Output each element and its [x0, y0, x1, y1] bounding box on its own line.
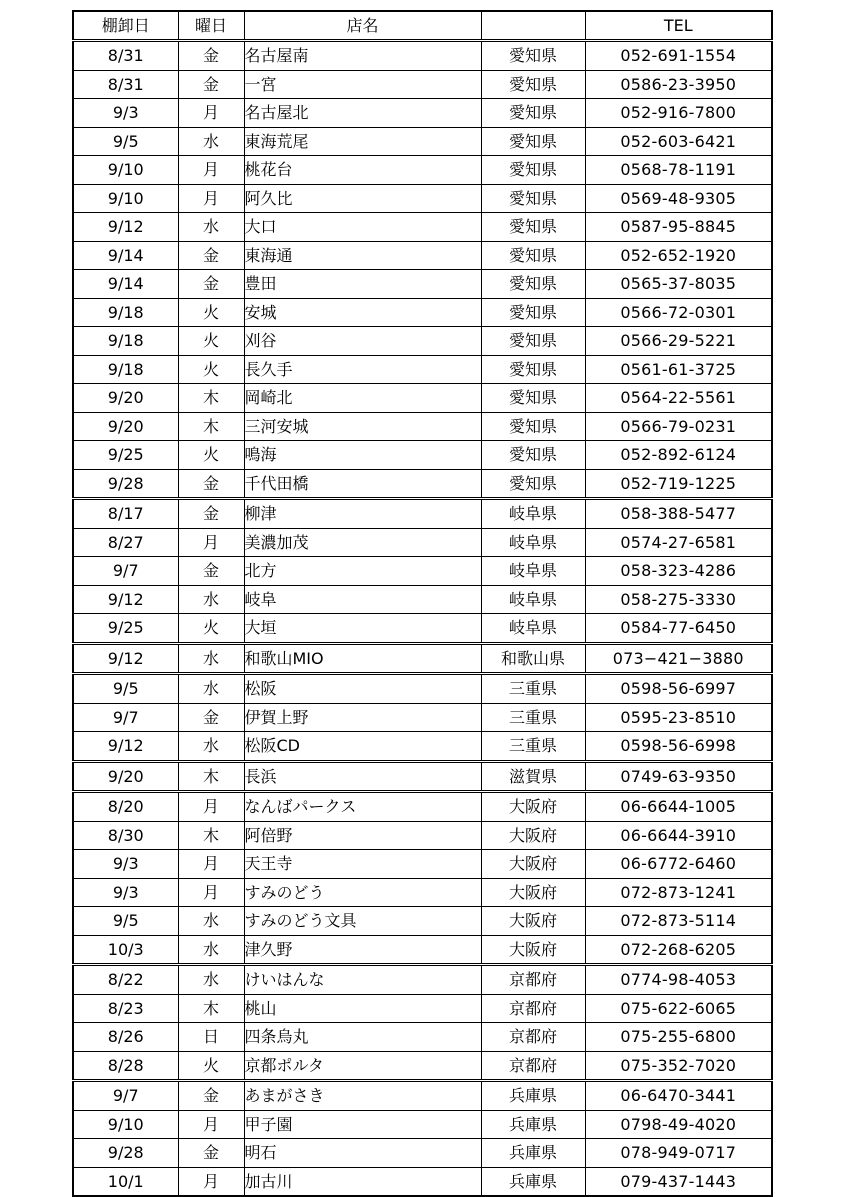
cell-date: 8/30 — [73, 821, 178, 850]
cell-tel: 073−421−3880 — [585, 643, 772, 674]
cell-date: 8/23 — [73, 994, 178, 1023]
cell-prefecture: 大阪府 — [481, 850, 585, 879]
cell-date: 9/28 — [73, 1139, 178, 1168]
cell-day: 月 — [178, 99, 244, 128]
cell-day: 金 — [178, 241, 244, 270]
cell-tel: 052-652-1920 — [585, 241, 772, 270]
table-row — [73, 70, 772, 99]
cell-prefecture: 岐阜県 — [481, 614, 585, 644]
cell-store-name: 津久野 — [244, 935, 481, 965]
cell-date: 9/12 — [73, 213, 178, 242]
cell-day: 水 — [178, 213, 244, 242]
cell-tel: 0566-72-0301 — [585, 298, 772, 327]
cell-prefecture: 京都府 — [481, 1023, 585, 1052]
cell-day: 水 — [178, 907, 244, 936]
cell-tel: 079-437-1443 — [585, 1167, 772, 1196]
table-row — [73, 732, 772, 762]
cell-prefecture: 和歌山県 — [481, 643, 585, 674]
table-row — [73, 850, 772, 879]
cell-tel: 052-719-1225 — [585, 469, 772, 499]
cell-date: 9/5 — [73, 907, 178, 936]
header-tel: TEL — [585, 11, 772, 41]
table-row — [73, 703, 772, 732]
cell-date: 9/10 — [73, 184, 178, 213]
cell-tel: 075-255-6800 — [585, 1023, 772, 1052]
table-row — [73, 821, 772, 850]
table-row — [73, 1139, 772, 1168]
cell-store-name: すみのどう — [244, 878, 481, 907]
cell-store-name: 明石 — [244, 1139, 481, 1168]
cell-tel: 0565-37-8035 — [585, 270, 772, 299]
cell-day: 木 — [178, 821, 244, 850]
cell-tel: 0584-77-6450 — [585, 614, 772, 644]
cell-date: 9/14 — [73, 270, 178, 299]
cell-prefecture: 京都府 — [481, 1051, 585, 1081]
cell-tel: 0595-23-8510 — [585, 703, 772, 732]
table-row — [73, 41, 772, 71]
table-row — [73, 994, 772, 1023]
cell-store-name: なんばパークス — [244, 792, 481, 822]
cell-day: 金 — [178, 1081, 244, 1111]
cell-tel: 052-916-7800 — [585, 99, 772, 128]
cell-prefecture: 大阪府 — [481, 878, 585, 907]
cell-day: 木 — [178, 412, 244, 441]
cell-prefecture: 愛知県 — [481, 327, 585, 356]
cell-store-name: 長久手 — [244, 355, 481, 384]
cell-tel: 0598-56-6997 — [585, 674, 772, 704]
cell-day: 木 — [178, 994, 244, 1023]
cell-prefecture: 三重県 — [481, 703, 585, 732]
cell-date: 8/22 — [73, 965, 178, 995]
cell-prefecture: 大阪府 — [481, 821, 585, 850]
cell-tel: 0586-23-3950 — [585, 70, 772, 99]
table-row — [73, 1110, 772, 1139]
cell-date: 9/12 — [73, 585, 178, 614]
cell-prefecture: 岐阜県 — [481, 557, 585, 586]
table-body — [73, 41, 772, 1197]
cell-day: 水 — [178, 127, 244, 156]
cell-tel: 052-603-6421 — [585, 127, 772, 156]
cell-date: 9/25 — [73, 614, 178, 644]
table-row — [73, 412, 772, 441]
cell-store-name: 美濃加茂 — [244, 528, 481, 557]
cell-store-name: 桃花台 — [244, 156, 481, 185]
cell-store-name: 岡崎北 — [244, 384, 481, 413]
cell-store-name: 名古屋北 — [244, 99, 481, 128]
cell-day: 水 — [178, 935, 244, 965]
cell-prefecture: 岐阜県 — [481, 528, 585, 557]
cell-date: 8/31 — [73, 41, 178, 71]
cell-date: 8/26 — [73, 1023, 178, 1052]
cell-tel: 058-323-4286 — [585, 557, 772, 586]
cell-tel: 075-352-7020 — [585, 1051, 772, 1081]
cell-tel: 0568-78-1191 — [585, 156, 772, 185]
cell-tel: 0574-27-6581 — [585, 528, 772, 557]
cell-date: 9/10 — [73, 1110, 178, 1139]
cell-tel: 06-6772-6460 — [585, 850, 772, 879]
cell-day: 金 — [178, 70, 244, 99]
cell-tel: 0566-79-0231 — [585, 412, 772, 441]
cell-day: 火 — [178, 614, 244, 644]
table-row — [73, 441, 772, 470]
table-row — [73, 643, 772, 674]
cell-store-name: 四条烏丸 — [244, 1023, 481, 1052]
cell-day: 水 — [178, 643, 244, 674]
cell-tel: 072-268-6205 — [585, 935, 772, 965]
cell-store-name: 名古屋南 — [244, 41, 481, 71]
cell-date: 9/18 — [73, 355, 178, 384]
cell-prefecture: 愛知県 — [481, 41, 585, 71]
table-row — [73, 213, 772, 242]
cell-store-name: 松阪CD — [244, 732, 481, 762]
cell-store-name: 桃山 — [244, 994, 481, 1023]
cell-store-name: 鳴海 — [244, 441, 481, 470]
cell-store-name: 一宮 — [244, 70, 481, 99]
cell-tel: 06-6470-3441 — [585, 1081, 772, 1111]
cell-day: 水 — [178, 732, 244, 762]
cell-date: 9/18 — [73, 327, 178, 356]
table-row — [73, 156, 772, 185]
cell-store-name: 豊田 — [244, 270, 481, 299]
cell-tel: 058-275-3330 — [585, 585, 772, 614]
cell-prefecture: 愛知県 — [481, 213, 585, 242]
cell-store-name: 三河安城 — [244, 412, 481, 441]
cell-tel: 052-892-6124 — [585, 441, 772, 470]
cell-tel: 0569-48-9305 — [585, 184, 772, 213]
cell-tel: 0774-98-4053 — [585, 965, 772, 995]
cell-day: 月 — [178, 850, 244, 879]
cell-date: 9/20 — [73, 761, 178, 792]
cell-date: 9/20 — [73, 384, 178, 413]
cell-store-name: 東海荒尾 — [244, 127, 481, 156]
cell-day: 月 — [178, 1167, 244, 1196]
cell-tel: 0561-61-3725 — [585, 355, 772, 384]
cell-date: 9/20 — [73, 412, 178, 441]
cell-day: 金 — [178, 703, 244, 732]
cell-store-name: 阿倍野 — [244, 821, 481, 850]
cell-date: 9/3 — [73, 878, 178, 907]
cell-date: 9/3 — [73, 850, 178, 879]
table-row — [73, 792, 772, 822]
table-row — [73, 614, 772, 644]
table-row — [73, 878, 772, 907]
cell-prefecture: 愛知県 — [481, 156, 585, 185]
cell-date: 9/12 — [73, 643, 178, 674]
cell-day: 金 — [178, 1139, 244, 1168]
cell-date: 8/27 — [73, 528, 178, 557]
cell-prefecture: 愛知県 — [481, 127, 585, 156]
cell-prefecture: 兵庫県 — [481, 1081, 585, 1111]
table-row — [73, 355, 772, 384]
cell-prefecture: 兵庫県 — [481, 1167, 585, 1196]
cell-date: 9/7 — [73, 557, 178, 586]
cell-store-name: 柳津 — [244, 499, 481, 529]
cell-prefecture: 大阪府 — [481, 935, 585, 965]
cell-prefecture: 岐阜県 — [481, 585, 585, 614]
cell-day: 火 — [178, 355, 244, 384]
cell-store-name: 刈谷 — [244, 327, 481, 356]
cell-prefecture: 大阪府 — [481, 792, 585, 822]
cell-tel: 0798-49-4020 — [585, 1110, 772, 1139]
cell-date: 8/17 — [73, 499, 178, 529]
cell-store-name: 和歌山MIO — [244, 643, 481, 674]
table-row — [73, 1081, 772, 1111]
cell-tel: 0564-22-5561 — [585, 384, 772, 413]
cell-day: 日 — [178, 1023, 244, 1052]
table-row — [73, 99, 772, 128]
cell-prefecture: 愛知県 — [481, 412, 585, 441]
cell-prefecture: 岐阜県 — [481, 499, 585, 529]
cell-prefecture: 三重県 — [481, 732, 585, 762]
cell-date: 9/12 — [73, 732, 178, 762]
table-row — [73, 241, 772, 270]
cell-prefecture: 三重県 — [481, 674, 585, 704]
table-row — [73, 935, 772, 965]
cell-store-name: 甲子園 — [244, 1110, 481, 1139]
header-date: 棚卸日 — [73, 11, 178, 41]
cell-tel: 052-691-1554 — [585, 41, 772, 71]
cell-date: 9/25 — [73, 441, 178, 470]
cell-prefecture: 大阪府 — [481, 907, 585, 936]
cell-date: 9/18 — [73, 298, 178, 327]
cell-tel: 058-388-5477 — [585, 499, 772, 529]
cell-store-name: 千代田橋 — [244, 469, 481, 499]
cell-tel: 078-949-0717 — [585, 1139, 772, 1168]
header-prefecture — [481, 11, 585, 41]
cell-prefecture: 愛知県 — [481, 298, 585, 327]
table-row — [73, 1167, 772, 1196]
table-row — [73, 384, 772, 413]
cell-day: 金 — [178, 270, 244, 299]
cell-date: 8/28 — [73, 1051, 178, 1081]
cell-prefecture: 京都府 — [481, 994, 585, 1023]
cell-day: 月 — [178, 184, 244, 213]
table-row — [73, 1023, 772, 1052]
cell-store-name: 長浜 — [244, 761, 481, 792]
cell-date: 9/3 — [73, 99, 178, 128]
table-row — [73, 127, 772, 156]
cell-store-name: 加古川 — [244, 1167, 481, 1196]
cell-store-name: すみのどう文具 — [244, 907, 481, 936]
cell-tel: 072-873-1241 — [585, 878, 772, 907]
cell-tel: 06-6644-3910 — [585, 821, 772, 850]
cell-day: 水 — [178, 965, 244, 995]
cell-day: 木 — [178, 761, 244, 792]
table-row — [73, 499, 772, 529]
cell-day: 金 — [178, 557, 244, 586]
cell-day: 水 — [178, 585, 244, 614]
cell-store-name: 大口 — [244, 213, 481, 242]
table-row — [73, 184, 772, 213]
cell-store-name: 京都ポルタ — [244, 1051, 481, 1081]
cell-tel: 075-622-6065 — [585, 994, 772, 1023]
cell-store-name: 北方 — [244, 557, 481, 586]
table-row — [73, 965, 772, 995]
cell-prefecture: 愛知県 — [481, 184, 585, 213]
table-row — [73, 907, 772, 936]
table-row — [73, 585, 772, 614]
cell-tel: 0566-29-5221 — [585, 327, 772, 356]
cell-day: 火 — [178, 441, 244, 470]
cell-day: 月 — [178, 792, 244, 822]
cell-day: 金 — [178, 499, 244, 529]
header-store: 店名 — [244, 11, 481, 41]
cell-date: 10/3 — [73, 935, 178, 965]
cell-day: 金 — [178, 469, 244, 499]
cell-date: 9/28 — [73, 469, 178, 499]
cell-date: 10/1 — [73, 1167, 178, 1196]
cell-day: 火 — [178, 298, 244, 327]
table-row — [73, 270, 772, 299]
cell-store-name: 松阪 — [244, 674, 481, 704]
table-row — [73, 528, 772, 557]
table-row — [73, 469, 772, 499]
cell-date: 9/5 — [73, 674, 178, 704]
table-row — [73, 761, 772, 792]
cell-tel: 0749-63-9350 — [585, 761, 772, 792]
cell-prefecture: 滋賀県 — [481, 761, 585, 792]
table-row — [73, 327, 772, 356]
cell-tel: 072-873-5114 — [585, 907, 772, 936]
table-row — [73, 674, 772, 704]
cell-prefecture: 愛知県 — [481, 355, 585, 384]
cell-date: 9/7 — [73, 703, 178, 732]
cell-store-name: 大垣 — [244, 614, 481, 644]
cell-store-name: 伊賀上野 — [244, 703, 481, 732]
header-day: 曜日 — [178, 11, 244, 41]
cell-day: 火 — [178, 327, 244, 356]
cell-store-name: けいはんな — [244, 965, 481, 995]
inventory-schedule-table — [72, 10, 773, 1197]
cell-prefecture: 愛知県 — [481, 99, 585, 128]
cell-store-name: 阿久比 — [244, 184, 481, 213]
cell-prefecture: 愛知県 — [481, 441, 585, 470]
cell-date: 9/10 — [73, 156, 178, 185]
cell-prefecture: 京都府 — [481, 965, 585, 995]
cell-store-name: 天王寺 — [244, 850, 481, 879]
table-header — [73, 11, 772, 41]
table-row — [73, 298, 772, 327]
table-row — [73, 557, 772, 586]
cell-prefecture: 愛知県 — [481, 241, 585, 270]
cell-store-name: 安城 — [244, 298, 481, 327]
cell-prefecture: 兵庫県 — [481, 1139, 585, 1168]
cell-day: 月 — [178, 1110, 244, 1139]
cell-date: 9/5 — [73, 127, 178, 156]
cell-date: 9/7 — [73, 1081, 178, 1111]
cell-tel: 0587-95-8845 — [585, 213, 772, 242]
cell-prefecture: 愛知県 — [481, 70, 585, 99]
cell-day: 月 — [178, 156, 244, 185]
cell-day: 火 — [178, 1051, 244, 1081]
cell-day: 木 — [178, 384, 244, 413]
header-row — [73, 11, 772, 41]
cell-date: 9/14 — [73, 241, 178, 270]
cell-store-name: 東海通 — [244, 241, 481, 270]
cell-store-name: 岐阜 — [244, 585, 481, 614]
cell-prefecture: 兵庫県 — [481, 1110, 585, 1139]
cell-prefecture: 愛知県 — [481, 270, 585, 299]
cell-prefecture: 愛知県 — [481, 469, 585, 499]
cell-day: 金 — [178, 41, 244, 71]
cell-date: 8/31 — [73, 70, 178, 99]
cell-store-name: あまがさき — [244, 1081, 481, 1111]
cell-prefecture: 愛知県 — [481, 384, 585, 413]
cell-day: 月 — [178, 878, 244, 907]
cell-tel: 0598-56-6998 — [585, 732, 772, 762]
table-row — [73, 1051, 772, 1081]
cell-day: 水 — [178, 674, 244, 704]
cell-day: 月 — [178, 528, 244, 557]
cell-date: 8/20 — [73, 792, 178, 822]
cell-tel: 06-6644-1005 — [585, 792, 772, 822]
